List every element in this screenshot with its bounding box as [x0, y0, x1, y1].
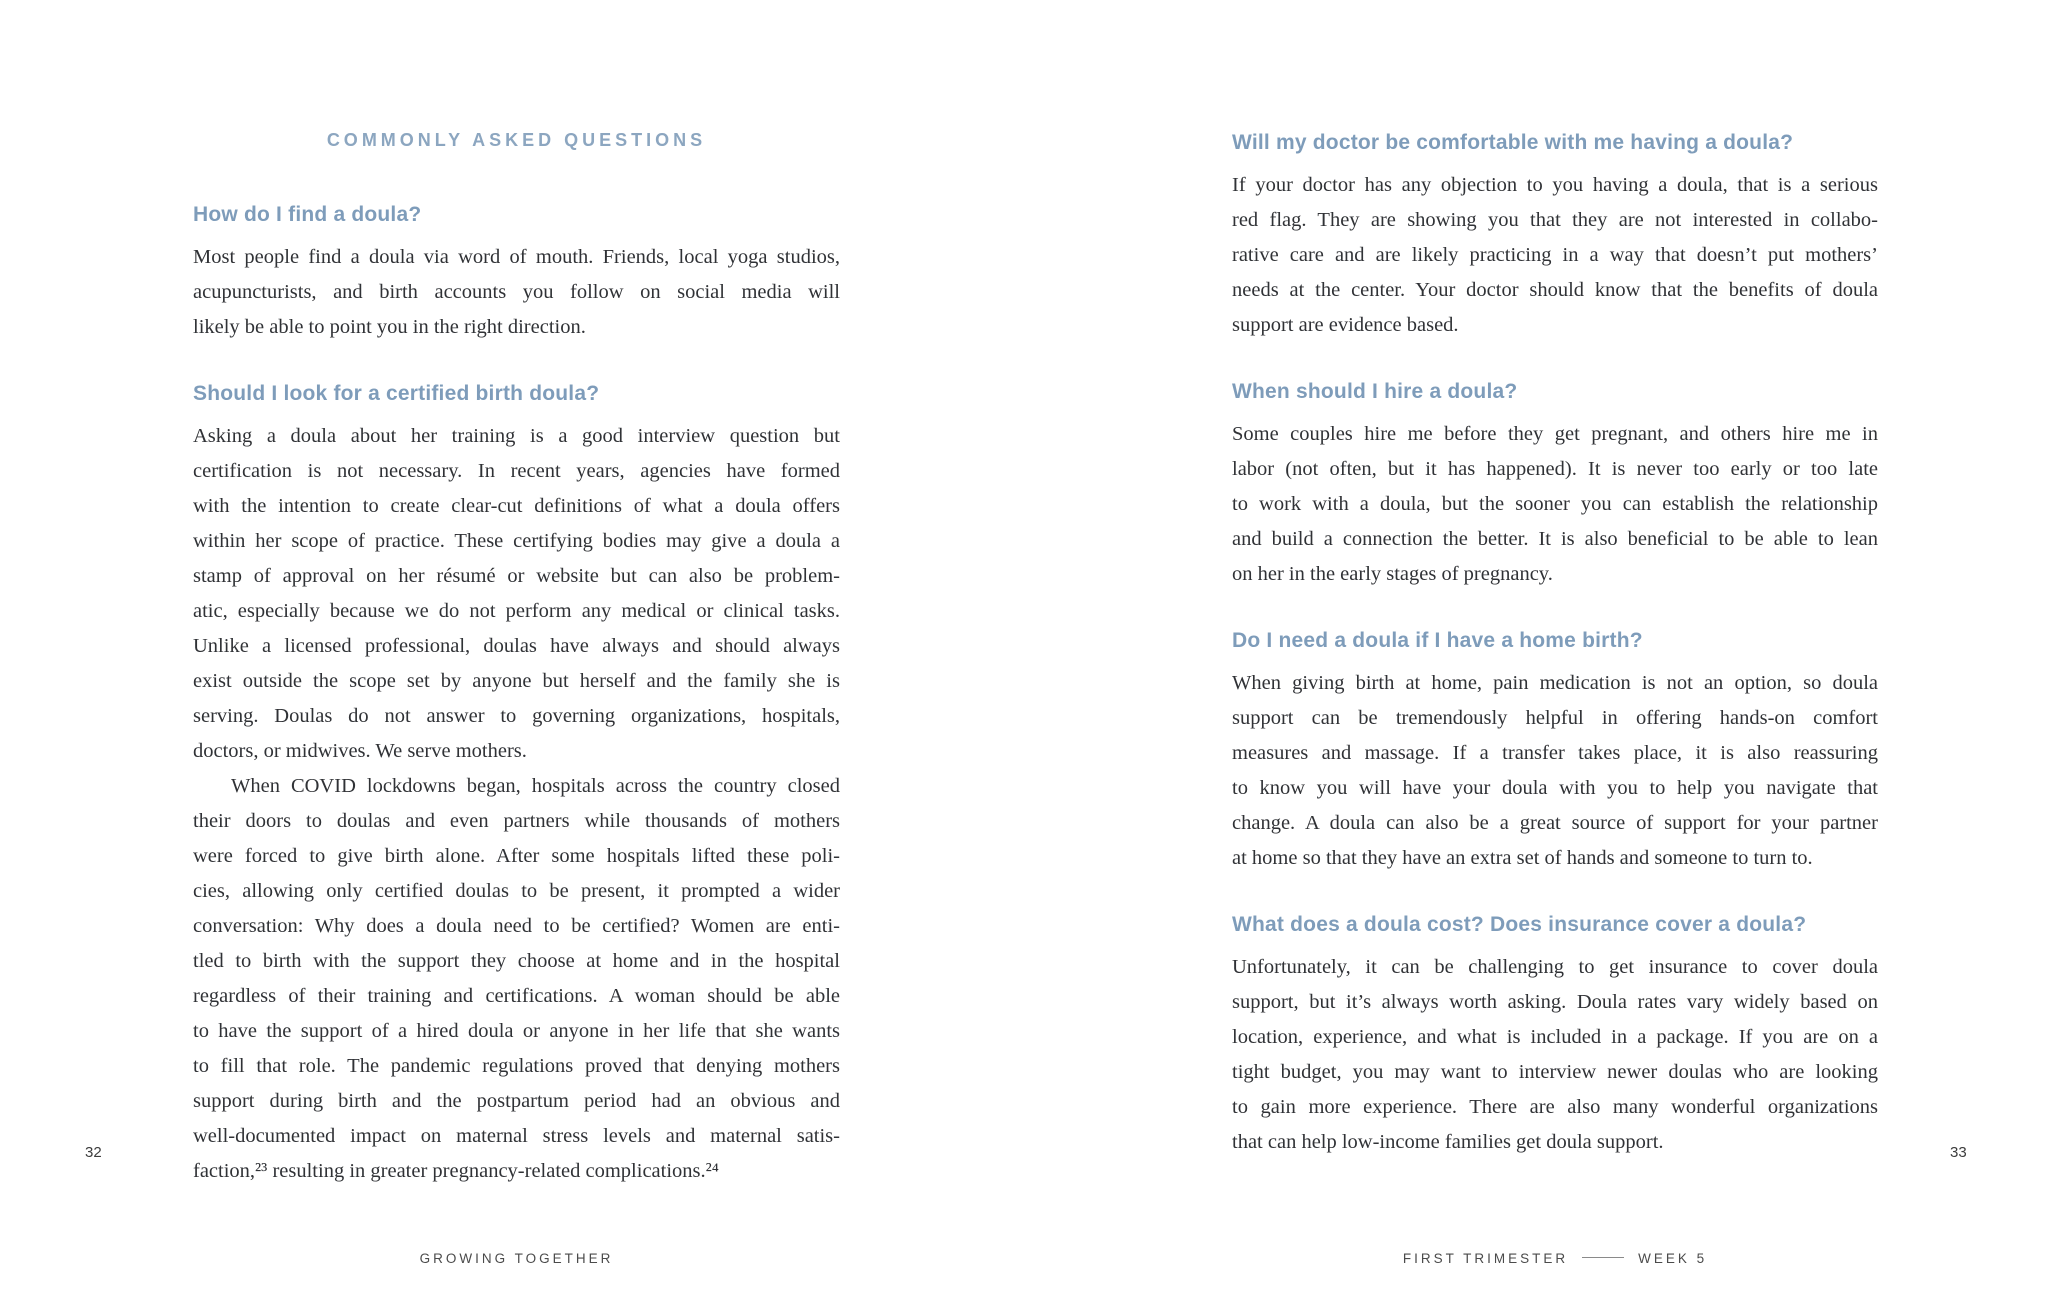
body-line-text: likely be able to point you in the right direction.: [193, 316, 586, 338]
body-line-text: within her scope of practice. These certifying bodies may give a doula a: [193, 530, 840, 552]
qa-section: [1232, 379, 1878, 592]
body-line: [193, 804, 840, 839]
body-line-text: on her in the early stages of pregnancy.: [1232, 563, 1553, 585]
body-line: [1232, 238, 1878, 273]
question-heading: Should I look for a certified birth doula?: [193, 382, 600, 405]
body-line: [1232, 950, 1878, 985]
body-line: [193, 559, 840, 594]
body-line: [1232, 666, 1878, 701]
body-line: [193, 1014, 840, 1049]
body-line-text: doctors, or midwives. We serve mothers.: [193, 740, 527, 762]
right-page-column: [1232, 130, 1878, 1160]
body-line: [1232, 522, 1878, 557]
right-page-sections: [1232, 130, 1878, 1160]
body-line-text: support during birth and the postpartum period had an obvious and: [193, 1090, 840, 1112]
body-line: [193, 979, 840, 1014]
body-line-text: measures and massage. If a transfer takes place, it is also reassuring: [1232, 742, 1878, 764]
body-line: [193, 310, 840, 345]
body-line: [193, 1049, 840, 1084]
body-line-text: to have the support of a hired doula or anyone in her life that she wants: [193, 1020, 840, 1042]
footer-divider-rule: [1582, 1257, 1624, 1258]
body-line: [193, 489, 840, 524]
body-line: [193, 839, 840, 874]
body-line: [193, 664, 840, 699]
body-line: [193, 734, 840, 769]
body-line-text: exist outside the scope set by anyone but herself and the family she is: [193, 670, 840, 692]
body-line-text: tight budget, you may want to interview newer doulas who are looking: [1232, 1061, 1878, 1083]
body-line-text: to fill that role. The pandemic regulations proved that denying mothers: [193, 1055, 840, 1077]
body-line-text: at home so that they have an extra set of hands and someone to turn to.: [1232, 847, 1813, 869]
body-line: [193, 275, 840, 310]
body-line-text: with the intention to create clear-cut definitions of what a doula offers: [193, 495, 840, 517]
body-line-text: support are evidence based.: [1232, 314, 1459, 336]
body-line-text: rative care and are likely practicing in a way that doesn’t put mothers’: [1232, 244, 1878, 266]
body-line-text: tled to birth with the support they choose at home and in the hospital: [193, 950, 840, 972]
body-line-text: Asking a doula about her training is a good interview question but: [193, 425, 840, 447]
body-line-text: faction,²³ resulting in greater pregnancy-related complications.²⁴: [193, 1160, 719, 1182]
body-line: [1232, 771, 1878, 806]
body-line-text: support, but it’s always worth asking. Doula rates vary widely based on: [1232, 991, 1878, 1013]
body-line-text: If your doctor has any objection to you having a doula, that is a serious: [1232, 174, 1878, 196]
question-heading: What does a doula cost? Does insurance cover a doula?: [1232, 913, 1807, 936]
body-line-text: change. A doula can also be a great source of support for your partner: [1232, 812, 1878, 834]
body-line-text: labor (not often, but it has happened). It is never too early or too late: [1232, 458, 1878, 480]
body-line: [193, 1084, 840, 1119]
body-line-text: regardless of their training and certifications. A woman should be able: [193, 985, 840, 1007]
running-footer-left: GROWING TOGETHER: [419, 1251, 614, 1266]
body-line-text: to know you will have your doula with you to help you navigate that: [1232, 777, 1878, 799]
page-number-left: 32: [85, 1144, 102, 1161]
body-line: [193, 1119, 840, 1154]
body-line: [1232, 1055, 1878, 1090]
footer-trimester-label: FIRST TRIMESTER: [1402, 1251, 1569, 1266]
qa-section: [1232, 912, 1878, 1160]
body-line: [1232, 1090, 1878, 1125]
body-line-text: that can help low-income families get doula support.: [1232, 1131, 1664, 1153]
body-line-text: cies, allowing only certified doulas to be present, it prompted a wider: [193, 880, 840, 902]
body-line: [1232, 841, 1878, 876]
body-line: [1232, 1125, 1878, 1160]
left-page-sections: [193, 202, 840, 1189]
body-line-text: needs at the center. Your doctor should know that the benefits of doula: [1232, 279, 1878, 301]
body-line: [193, 699, 840, 734]
body-line-text: location, experience, and what is included in a package. If you are on a: [1232, 1026, 1878, 1048]
body-line-text: to gain more experience. There are also many wonderful organizations: [1232, 1096, 1878, 1118]
qa-section: [193, 381, 840, 1189]
body-line: [1232, 1020, 1878, 1055]
body-line: [193, 944, 840, 979]
body-line-text: Some couples hire me before they get pregnant, and others hire me in: [1232, 423, 1879, 445]
footer-week-label: WEEK 5: [1638, 1251, 1708, 1266]
qa-section: [193, 202, 840, 345]
body-line-text: serving. Doulas do not answer to governing organizations, hospitals,: [193, 705, 841, 727]
body-line-text: and build a connection the better. It is also beneficial to be able to lean: [1232, 528, 1878, 550]
body-line: [193, 419, 840, 454]
body-line: [193, 524, 840, 559]
body-line-text: red flag. They are showing you that they are not interested in collabo-: [1232, 209, 1878, 231]
body-line: [1232, 273, 1878, 308]
running-footer-right: [1232, 1250, 1878, 1268]
body-line-text: acupuncturists, and birth accounts you follow on social media will: [193, 281, 840, 303]
body-line: [1232, 452, 1878, 487]
body-line-text: to work with a doula, but the sooner you can establish the relationship: [1232, 493, 1878, 515]
body-line: [1232, 806, 1878, 841]
body-line: [193, 874, 840, 909]
body-line: [1232, 168, 1878, 203]
body-line: [1232, 487, 1878, 522]
body-line: [193, 629, 840, 664]
body-line-text: support can be tremendously helpful in offering hands-on comfort: [1232, 707, 1878, 729]
body-line: [193, 240, 840, 275]
body-line-text: well-documented impact on maternal stress levels and maternal satis-: [193, 1125, 840, 1147]
question-heading: When should I hire a doula?: [1232, 380, 1518, 403]
body-line: [193, 909, 840, 944]
body-line: [1232, 417, 1878, 452]
page-number-right: 33: [1950, 1144, 1967, 1161]
qa-section: [1232, 628, 1878, 876]
body-line-text: their doors to doulas and even partners while thousands of mothers: [193, 810, 840, 832]
left-page-column: [193, 128, 840, 1189]
chapter-kicker: COMMONLY ASKED QUESTIONS: [326, 130, 707, 150]
body-line: [1232, 736, 1878, 771]
body-line-text: were forced to give birth alone. After some hospitals lifted these poli-: [193, 845, 840, 867]
body-line: [193, 1154, 840, 1189]
body-line-text: conversation: Why does a doula need to be certified? Women are enti-: [193, 915, 840, 937]
body-line-text: stamp of approval on her résumé or website but can also be problem-: [193, 565, 840, 587]
body-line: [193, 454, 840, 489]
body-line: [193, 769, 840, 804]
body-line-text: Unlike a licensed professional, doulas have always and should always: [193, 635, 840, 657]
body-line-text: atic, especially because we do not perform any medical or clinical tasks.: [193, 600, 840, 622]
body-line: [1232, 557, 1878, 592]
question-heading: Will my doctor be comfortable with me having a doula?: [1232, 131, 1794, 154]
body-line: [1232, 308, 1878, 343]
body-line-text: Unfortunately, it can be challenging to get insurance to cover doula: [1232, 956, 1878, 978]
question-heading: How do I find a doula?: [193, 203, 422, 226]
qa-section: [1232, 130, 1878, 343]
body-line: [193, 594, 840, 629]
body-line: [1232, 701, 1878, 736]
body-line-text: Most people find a doula via word of mouth. Friends, local yoga studios,: [193, 246, 841, 268]
body-line-text: certification is not necessary. In recent years, agencies have formed: [193, 460, 840, 482]
question-heading: Do I need a doula if I have a home birth?: [1232, 629, 1643, 652]
body-line: [1232, 985, 1878, 1020]
body-line-text: When COVID lockdowns began, hospitals across the country closed: [231, 775, 840, 797]
body-line: [1232, 203, 1878, 238]
body-line-text: When giving birth at home, pain medication is not an option, so doula: [1232, 672, 1878, 694]
